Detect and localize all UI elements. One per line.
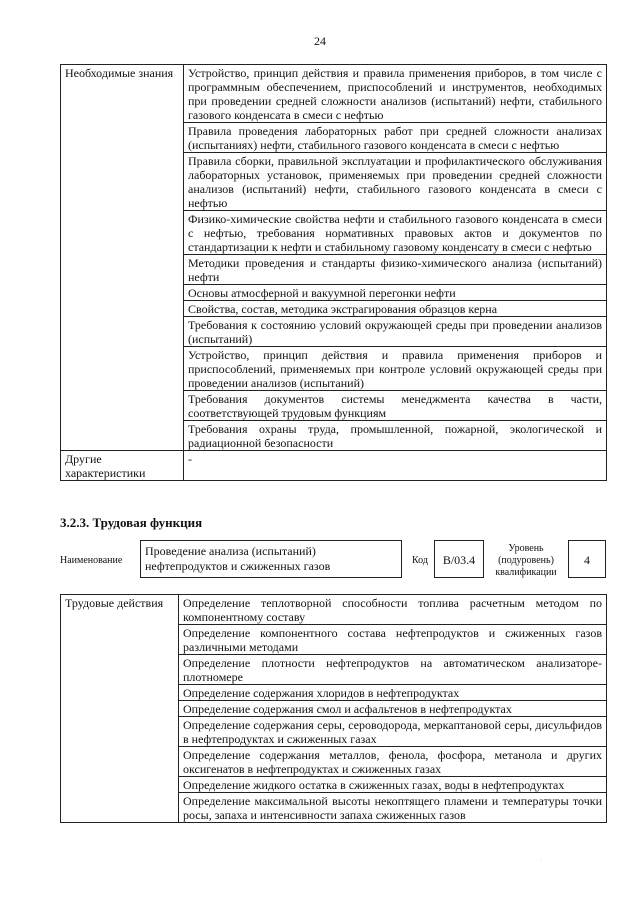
other-characteristics-label: Другие характеристики [61,451,184,481]
scan-speck: · [540,857,542,863]
code-label: Код [412,555,428,566]
name-label: Наименование [60,555,123,566]
labor-action-item: Определение компонентного состава нефтепродуктов и сжиженных газов различными методами [179,625,607,655]
labor-actions-table [60,594,607,823]
knowledge-item: Правила проведения лабораторных работ при средней сложности анализах (испытаниях) нефти, стабильного газового конденсата в смеси с нефтью [184,123,607,153]
knowledge-item: Методики проведения и стандарты физико-химического анализа (испытаний) нефти [184,255,607,285]
labor-action-item: Определение содержания хлоридов в нефтепродуктах [179,685,607,701]
required-knowledge-label: Необходимые знания [61,65,184,451]
labor-action-item: Определение плотности нефтепродуктов на автоматическом анализаторе-плотномере [179,655,607,685]
qualification-level-value: 4 [568,540,606,578]
knowledge-item: Требования документов системы менеджмента качества в части, соответствующей трудовым функциям [184,391,607,421]
labor-action-item: Определение содержания металлов, фенола, фосфора, метанола и других оксигенатов в нефтепродуктах и сжиженных газах [179,747,607,777]
labor-action-item: Определение содержания смол и асфальтенов в нефтепродуктах [179,701,607,717]
page-number: 24 [314,34,326,48]
section-heading: 3.2.3. Трудовая функция [60,515,203,530]
knowledge-item: Требования охраны труда, промышленной, пожарной, экологической и радиационной безопасности [184,421,607,451]
knowledge-item: Устройство, принцип действия и правила применения приборов, в том числе с программным обеспечением, приспособлений и инструментов, необходимых при проведении средней сложности анализов (испытаний) нефти, стабильного газового конденсата в смеси с нефтью [184,65,607,123]
labor-action-item: Определение теплотворной способности топлива расчетным методом по компонентному составу [179,595,607,625]
labor-actions-label: Трудовые действия [61,595,179,823]
knowledge-item: Основы атмосферной и вакуумной перегонки нефти [184,285,607,301]
function-header [60,540,606,582]
table-row [61,451,607,481]
knowledge-item: Свойства, состав, методика экстрагирования образцов керна [184,301,607,317]
function-name: Проведение анализа (испытаний) нефтепродуктов и сжиженных газов [140,540,402,578]
knowledge-item: Правила сборки, правильной эксплуатации и профилактического обслуживания лабораторных установок, применяемых при проведении средней сложности анализов (испытаний) нефти, стабильного газового конденсата в смеси с нефтью [184,153,607,211]
table-row [61,595,607,625]
table-row [61,65,607,123]
knowledge-table [60,64,607,481]
labor-action-item: Определение жидкого остатка в сжиженных газах, воды в нефтепродуктах [179,777,607,793]
labor-action-item: Определение максимальной высоты некоптящего пламени и температуры точки росы, запаха и интенсивности запаха сжиженных газов [179,793,607,823]
qualification-level-label: Уровень (подуровень) квалификации [495,543,557,578]
function-code: B/03.4 [434,540,484,578]
knowledge-item: Физико-химические свойства нефти и стабильного газового конденсата в смеси с нефтью, требования нормативных правовых актов и документов по стандартизации к нефти и стабильному газовому конденсату в смеси с нефтью [184,211,607,255]
labor-action-item: Определение содержания серы, сероводорода, меркаптановой серы, дисульфидов в нефтепродуктах и сжиженных газах [179,717,607,747]
knowledge-item: Устройство, принцип действия и правила применения приборов и приспособлений, применяемых при контроле условий окружающей среды при проведении анализов (испытаний) [184,347,607,391]
other-characteristics-value: - [184,451,607,481]
knowledge-item: Требования к состоянию условий окружающей среды при проведении анализов (испытаний) [184,317,607,347]
